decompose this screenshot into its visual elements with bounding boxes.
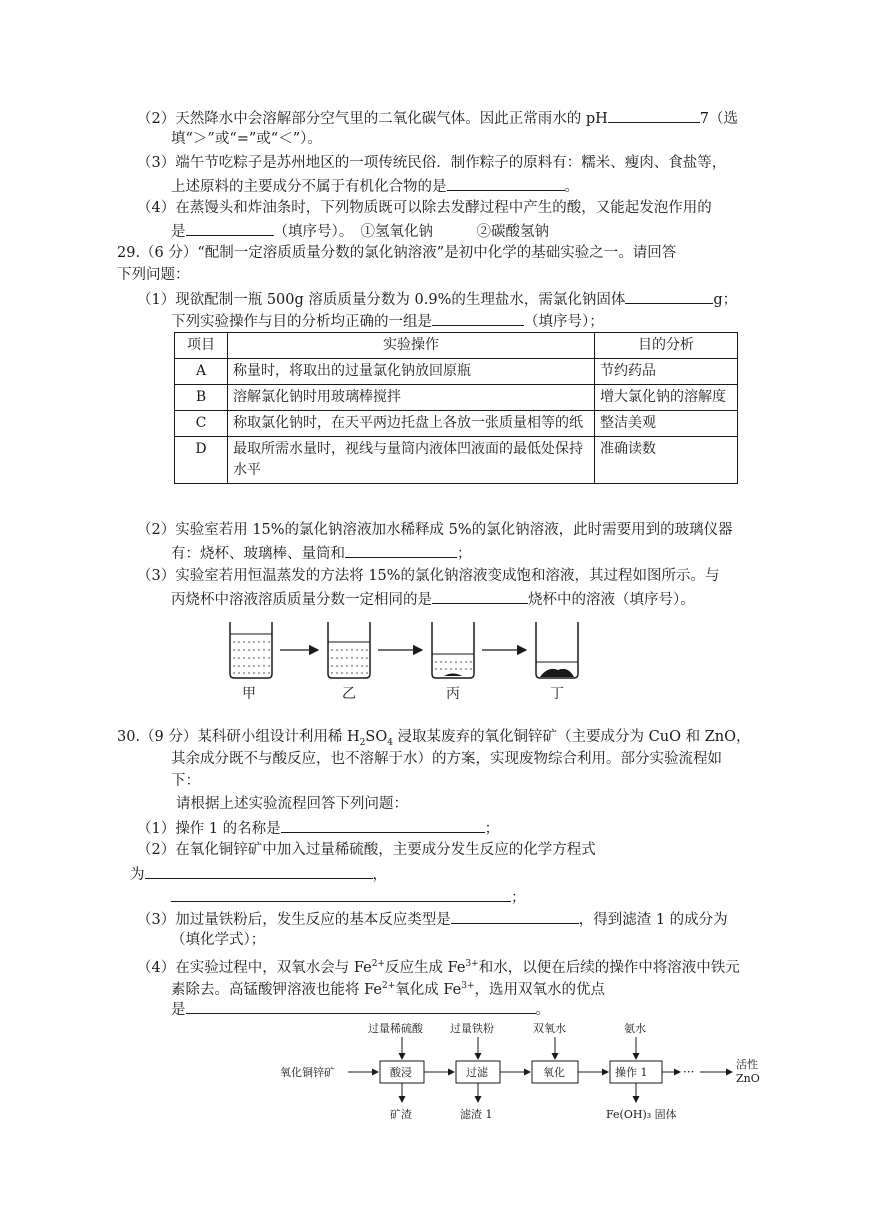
table-cell-operation: 溶解氯化钠时用玻璃棒搅拌	[228, 385, 595, 411]
q29-part2-text-b: 有：烧杯、玻璃棒、量筒和	[171, 546, 345, 562]
flow-input-label: 氨水	[624, 1022, 646, 1035]
beaker-bing	[432, 622, 474, 678]
flow-output-label: Fe(OH)₃ 固体	[606, 1108, 677, 1121]
q30-part3-text-c: （填化学式）；	[171, 932, 266, 948]
q30-part4-text-e: 氧化成 Fe	[395, 981, 462, 998]
table-cell-purpose: 节约药品	[595, 359, 738, 385]
q29-part1-text-c: 下列实验操作与目的分析均正确的一组是	[171, 314, 432, 330]
q29-heading: 29.（6 分）“配制一定溶质质量分数的氯化钠溶液”是初中化学的基础实验之一。请回答	[117, 245, 677, 261]
table-cell-purpose: 增大氯化钠的溶解度	[595, 385, 738, 411]
q29-glassware-blank[interactable]	[345, 542, 457, 558]
q28-part3-line2	[171, 175, 579, 197]
q30-heading-line3	[171, 771, 200, 791]
q30-part3-line2	[171, 930, 265, 950]
q29-beaker-answer-blank[interactable]	[432, 588, 528, 604]
q30-heading-d: 其余成分既不与酸反应，也不溶解于水）的方案，实现废物综合利用。部分实验流程如	[171, 751, 722, 767]
q30-part2-text: （2）在氧化铜锌矿中加入过量稀硫酸，主要成分发生反应的化学方程式	[137, 842, 596, 858]
q30-part3-line1	[137, 908, 728, 930]
beaker-label-yi: 乙	[342, 686, 356, 702]
q30-part3-text: （3）加过量铁粉后，发生反应的基本反应类型是	[137, 912, 451, 928]
q28-part4-text: （4）在蒸馒头和炸油条时，下列物质既可以除去发酵过程中产生的酸，又能起发泡作用的	[137, 200, 712, 216]
flow-input-label: 过量铁粉	[450, 1022, 494, 1035]
q30-heading-sub2: 4	[387, 737, 393, 748]
q29-part2-line2	[171, 542, 472, 564]
q30-heading-c: 浸取某废弃的氧化铜锌矿（主要成分为 CuO 和 ZnO，	[392, 729, 751, 745]
beaker-jia	[230, 622, 272, 678]
q30-part4-sup3: 2+	[381, 981, 396, 991]
q30-heading-e: 下：	[171, 773, 200, 789]
q28-part4-text-b: 是	[171, 224, 186, 240]
table-header-item: 项目	[175, 333, 228, 359]
q30-part4-line3	[171, 998, 550, 1020]
q29-part3-text-c: 烧杯中的溶液（填序号）。	[528, 592, 695, 608]
q28-part2-text: （2）天然降水中会溶解部分空气里的二氧化碳气体。因此正常雨水的 pH	[137, 111, 608, 127]
q28-part4-line1	[137, 198, 712, 218]
table-cell-operation: 称取氯化钠时，在天平两边托盘上各放一张质量相等的纸	[228, 411, 595, 437]
q29-part1-unit: g；	[713, 292, 738, 308]
flow-step-label: 氧化	[543, 1066, 565, 1079]
q29-heading-line2	[117, 265, 190, 285]
q30-reaction-type-blank[interactable]	[451, 908, 579, 924]
q28-ph-answer-blank[interactable]	[608, 107, 700, 123]
q28-part2-text-b: 7（选	[699, 111, 738, 127]
table-cell-operation: 最取所需水量时，视线与量筒内液体凹液面的最低处保持水平	[228, 437, 595, 484]
q30-part4-sup1: 2+	[371, 959, 385, 969]
q28-leavening-answer-blank[interactable]	[186, 220, 274, 236]
q28-part3-line1	[137, 153, 726, 173]
q30-part4-text-d: 素除去。高锰酸钾溶液也能将 Fe	[171, 981, 382, 998]
flow-step-label: 过滤	[466, 1066, 488, 1079]
q29-part1-line2	[171, 310, 604, 332]
q30-heading-line2	[171, 749, 722, 769]
q30-intro: 请根据上述实验流程回答下列问题：	[176, 796, 408, 812]
q30-part4-text-g: 是	[171, 1002, 186, 1018]
flow-step-label: 酸浸	[390, 1066, 412, 1079]
q29-part1-line1	[137, 288, 737, 310]
q30-part2-text-b: 为	[130, 867, 145, 883]
q30-part4-text-h: 。	[535, 1002, 550, 1018]
beaker-label-ding: 丁	[550, 686, 564, 702]
beaker-ding	[536, 622, 578, 678]
q28-part3-text-c: 。	[564, 179, 579, 195]
q29-part2-text: （2）实验室若用 15%的氯化钠溶液加水稀释成 5%的氯化钠溶液，此时需要用到的玻璃仪器	[137, 522, 733, 538]
beaker-evaporation-diagram	[218, 612, 598, 704]
table-header-purpose: 目的分析	[595, 333, 738, 359]
q28-nonorganic-answer-blank[interactable]	[447, 175, 565, 191]
flow-input-label: 双氧水	[533, 1022, 566, 1035]
q29-part2-text-c: ；	[457, 546, 472, 562]
q29-operation-table	[174, 332, 738, 484]
q30-heading-a: 30.（9 分）某科研小组设计利用稀 H	[117, 729, 360, 745]
q29-nacl-mass-blank[interactable]	[625, 288, 713, 304]
q30-part1-text: （1）操作 1 的名称是	[137, 821, 281, 837]
beaker-yi	[328, 622, 370, 678]
q30-part2-line2	[130, 863, 387, 885]
table-cell-item: D	[175, 437, 228, 484]
q30-heading-b: SO	[365, 729, 388, 745]
q30-part1-line	[137, 817, 499, 839]
q29-part3-text-b: 丙烧杯中溶液溶质质量分数一定相同的是	[171, 592, 432, 608]
q30-part4-text-b: 反应生成 Fe	[384, 959, 466, 976]
beaker-label-bing: 丙	[446, 686, 460, 702]
table-cell-operation: 称量时，将取出的过量氯化钠放回原瓶	[228, 359, 595, 385]
q30-part2-line1	[137, 840, 596, 860]
q30-part2-text-d: ；	[511, 890, 526, 906]
table-cell-purpose: 准确读数	[595, 437, 738, 484]
flow-output-label: 滤渣 1	[460, 1108, 493, 1121]
q30-part4-line2	[171, 976, 605, 1000]
q30-advantage-blank[interactable]	[186, 998, 536, 1014]
q30-heading-sub1: 2	[359, 737, 366, 748]
table-header-operation: 实验操作	[228, 333, 595, 359]
flow-end-label-1: 活性	[736, 1058, 758, 1071]
q29-part3-text: （3）实验室若用恒温蒸发的方法将 15%的氯化钠溶液变成饱和溶液，其过程如图所示。与	[137, 568, 720, 584]
flow-start-label: 氧化铜锌矿	[280, 1066, 335, 1079]
q30-part4-text-f: ，选用双氧水的优点	[474, 981, 605, 998]
q28-part4-text-c: （填序号）。 ①氢氧化钠 ②碳酸氢钠	[273, 224, 549, 240]
table-cell-item: B	[175, 385, 228, 411]
q30-operation1-blank[interactable]	[281, 817, 485, 833]
q28-part3-text-b: 上述原料的主要成分不属于有机化合物的是	[171, 179, 447, 195]
table-cell-item: A	[175, 359, 228, 385]
q30-equation1-blank[interactable]	[145, 863, 373, 879]
process-flow-diagram	[270, 1018, 770, 1128]
q30-part3-text-b: ，得到滤渣 1 的成分为	[578, 912, 728, 928]
beaker-label-jia: 甲	[242, 686, 256, 702]
q29-heading-line1	[117, 243, 676, 263]
q29-part1-text: （1）现欲配制一瓶 500g 溶质质量分数为 0.9%的生理盐水，需氯化钠固体	[137, 292, 626, 308]
q29-part1-text-d: （填序号）；	[524, 314, 604, 330]
table-cell-item: C	[175, 411, 228, 437]
q30-part4-sup2: 3+	[465, 959, 479, 969]
table-row	[175, 411, 738, 437]
flow-step-label: 操作 1	[615, 1066, 648, 1079]
flow-ellipsis: ···	[683, 1065, 695, 1079]
q30-part2-line3	[171, 886, 526, 908]
q29-part2-line1	[137, 520, 733, 540]
flow-input-label: 过量稀硫酸	[368, 1022, 423, 1035]
q29-part3-line2	[171, 588, 695, 610]
table-header-row	[175, 333, 738, 359]
q29-correct-group-blank[interactable]	[432, 310, 524, 326]
q28-part2-line2	[171, 129, 322, 149]
q30-part1-end: ；	[484, 821, 500, 837]
table-row	[175, 437, 738, 484]
q30-part4-text-a: （4）在实验过程中，双氧水会与 Fe	[137, 959, 372, 976]
q28-part4-line2	[171, 220, 549, 242]
flow-output-label: 矿渣	[390, 1108, 412, 1121]
flow-end-label-2: ZnO	[736, 1072, 760, 1085]
q28-part3-text: （3）端午节吃粽子是苏州地区的一项传统民俗．制作粽子的原料有：糯米、瘦肉、食盐等，	[137, 155, 727, 171]
q29-heading-b: 下列问题：	[117, 267, 190, 283]
q30-part4-text-c: 和水，以便在后续的操作中将溶液中铁元	[478, 959, 740, 976]
q30-equation2-blank[interactable]	[171, 886, 511, 902]
table-cell-purpose: 整洁美观	[595, 411, 738, 437]
q28-part2-line1	[137, 107, 738, 129]
q30-part4-sup4: 3+	[461, 981, 475, 991]
q30-intro-line	[176, 794, 408, 814]
table-row	[175, 359, 738, 385]
q30-part2-text-c: ，	[372, 867, 387, 883]
q28-part2-text-c: 填“＞”或“=”或“＜”）。	[171, 131, 322, 147]
table-row	[175, 385, 738, 411]
q30-part4-line1	[137, 954, 740, 978]
q29-part3-line1	[137, 566, 720, 586]
